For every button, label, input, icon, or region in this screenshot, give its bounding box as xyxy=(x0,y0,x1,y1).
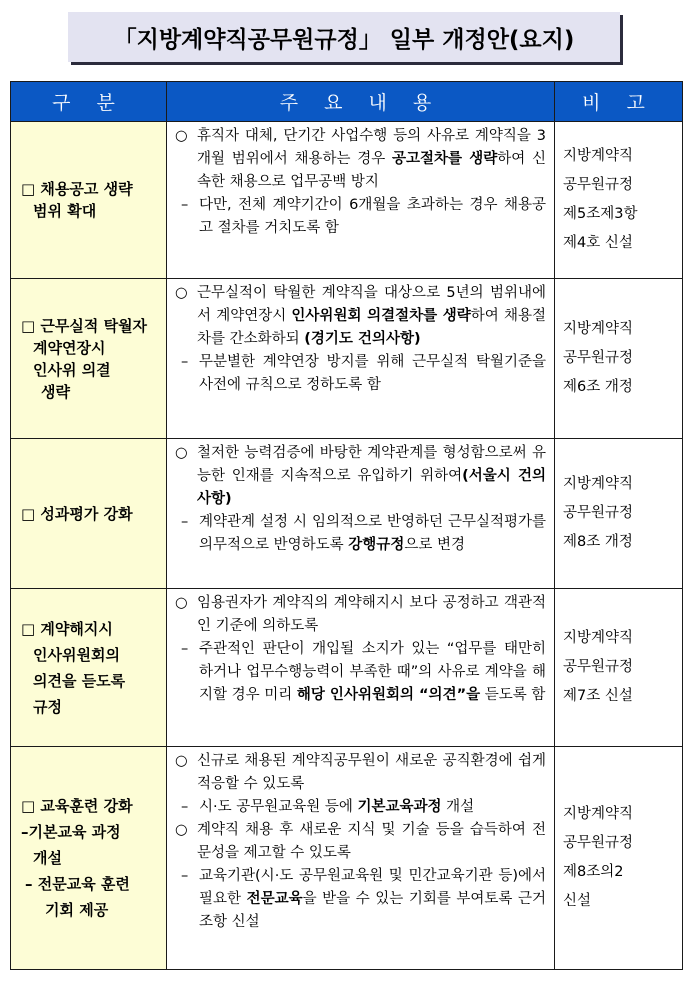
circle-bullet-icon: ○ xyxy=(175,445,188,461)
row-category: □ 교육훈련 강화 –기본교육 과정 개설 – 전문교육 훈련 기회 제공 xyxy=(11,747,167,970)
amendment-table xyxy=(10,81,683,970)
page-title: 「지방계약직공무원규정」 일부 개정안(요지) xyxy=(68,12,620,62)
row-note: 지방계약직 공무원규정 제6조 개정 xyxy=(555,279,683,439)
table-row xyxy=(11,747,683,970)
row-category: □ 계약해지시 인사위원회의 의견을 듣도록 규정 xyxy=(11,589,167,747)
circle-bullet-icon: ○ xyxy=(175,285,188,301)
list-item: ○ 휴직자 대체, 단기간 사업수행 등의 사유로 계약직을 3개월 범위에서 채용하는 경우 공고절차를 생략하여 신속한 채용으로 업무공백 방지 xyxy=(175,125,546,194)
table-header-row xyxy=(11,82,683,122)
row-category: □ 채용공고 생략 범위 확대 xyxy=(11,122,167,279)
sub-item: – 주관적인 판단이 개입될 소지가 있는 “업무를 태만히 하거나 업무수행능력이 부족한 때”의 사유로 계약을 해지할 경우 미리 해당 인사위원회의 “의견”을 듣도록 함 xyxy=(175,638,546,707)
sub-item: – 교육기관(시·도 공무원교육원 및 민간교육기관 등)에서 필요한 전문교육을 받을 수 있는 기회를 부여토록 근거조항 신설 xyxy=(175,865,546,934)
dash-bullet-icon: – xyxy=(181,641,189,657)
table-row xyxy=(11,122,683,279)
header-content: 주 요 내 용 xyxy=(167,82,555,122)
list-item: ○ 철저한 능력검증에 바탕한 계약관계를 형성함으로써 유능한 인재를 지속적으로 유입하기 위하여(서울시 건의사항) xyxy=(175,442,546,511)
row-category: □ 근무실적 탁월자 계약연장시 인사위 의결 생략 xyxy=(11,279,167,439)
row-note: 지방계약직 공무원규정 제8조의2 신설 xyxy=(555,747,683,970)
dash-bullet-icon: – xyxy=(181,799,189,815)
list-item: ○ 계약직 채용 후 새로운 지식 및 기술 등을 습득하여 전문성을 제고할 수 있도록 xyxy=(175,819,546,865)
dash-bullet-icon: – xyxy=(181,354,189,370)
row-category: □ 성과평가 강화 xyxy=(11,439,167,589)
circle-bullet-icon: ○ xyxy=(175,128,188,144)
circle-bullet-icon: ○ xyxy=(175,822,188,838)
row-content xyxy=(167,122,555,279)
dash-bullet-icon: – xyxy=(181,868,189,884)
table-row xyxy=(11,589,683,747)
sub-item: – 다만, 전체 계약기간이 6개월을 초과하는 경우 채용공고 절차를 거치도록 함 xyxy=(175,194,546,240)
table-row xyxy=(11,279,683,439)
sub-item: – 시·도 공무원교육원 등에 기본교육과정 개설 xyxy=(175,796,546,819)
row-note: 지방계약직 공무원규정 제7조 신설 xyxy=(555,589,683,747)
row-content xyxy=(167,279,555,439)
list-item: ○ 신규로 채용된 계약직공무원이 새로운 공직환경에 쉽게 적응할 수 있도록 xyxy=(175,750,546,796)
circle-bullet-icon: ○ xyxy=(175,595,188,611)
table-row xyxy=(11,439,683,589)
dash-bullet-icon: – xyxy=(181,197,189,213)
sub-item: – 계약관계 설정 시 임의적으로 반영하던 근무실적평가를 의무적으로 반영하도록 강행규정으로 변경 xyxy=(175,511,546,557)
sub-item: – 무분별한 계약연장 방지를 위해 근무실적 탁월기준을 사전에 규칙으로 정하도록 함 xyxy=(175,351,546,397)
row-content xyxy=(167,747,555,970)
row-content xyxy=(167,439,555,589)
row-content xyxy=(167,589,555,747)
list-item: ○ 임용권자가 계약직의 계약해지시 보다 공정하고 객관적인 기준에 의하도록 xyxy=(175,592,546,638)
list-item: ○ 근무실적이 탁월한 계약직을 대상으로 5년의 범위내에서 계약연장시 인사위원회 의결절차를 생략하여 채용절차를 간소화하되 (경기도 건의사항) xyxy=(175,282,546,351)
header-note: 비 고 xyxy=(555,82,683,122)
circle-bullet-icon: ○ xyxy=(175,753,188,769)
row-note: 지방계약직 공무원규정 제5조제3항 제4호 신설 xyxy=(555,122,683,279)
header-category: 구 분 xyxy=(11,82,167,122)
row-note: 지방계약직 공무원규정 제8조 개정 xyxy=(555,439,683,589)
dash-bullet-icon: – xyxy=(181,514,189,530)
